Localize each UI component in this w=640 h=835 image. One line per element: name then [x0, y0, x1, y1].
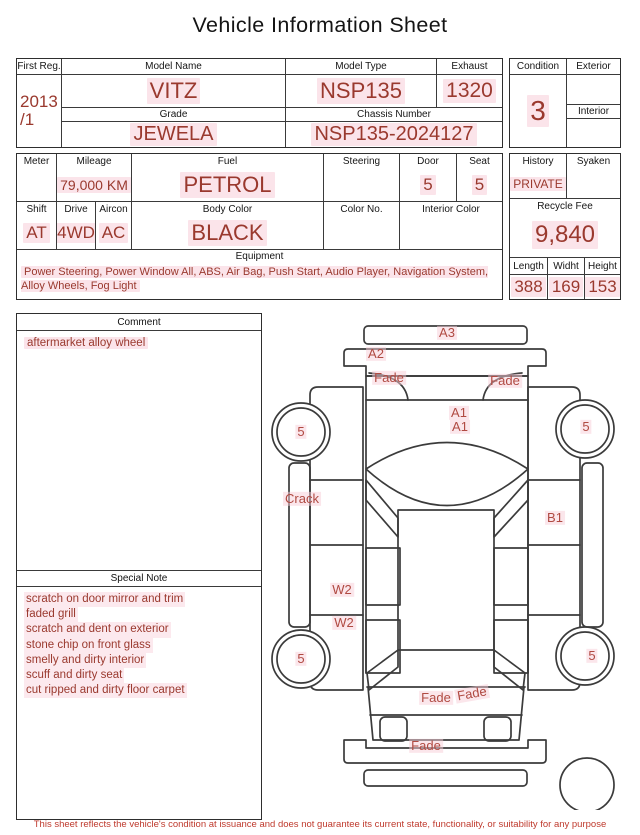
special-note-line: cut ripped and dirty floor carpet — [24, 683, 187, 698]
special-note-line: scratch and dent on exterior — [24, 622, 171, 637]
roof-panel — [398, 510, 494, 650]
vehicle-info-table — [16, 58, 503, 148]
door-label: Door — [399, 154, 456, 169]
damage-label: Fade — [374, 369, 404, 385]
special-note-line: stone chip on front glass — [24, 638, 153, 653]
condition-value: 3 — [510, 74, 566, 147]
special-note-line: faded grill — [24, 607, 78, 622]
a-pillar-right — [494, 480, 528, 537]
model-name-label: Model Name — [61, 59, 285, 74]
tail-light-left — [380, 717, 407, 741]
rear-bumper-lower-strip — [364, 770, 527, 786]
damage-label: A1 — [452, 418, 468, 434]
history-fee-box — [509, 153, 621, 300]
mileage-label: Mileage — [56, 154, 131, 169]
steering-label: Steering — [323, 154, 399, 169]
aircon-label: Aircon — [95, 202, 131, 216]
left-front-window — [366, 548, 400, 605]
recycle-fee-label: Recycle Fee — [510, 198, 620, 213]
special-note-list — [17, 587, 261, 819]
shift-value: AT — [17, 216, 56, 249]
fuel-value: PETROL — [131, 169, 323, 201]
syaken-value — [566, 169, 620, 198]
first-reg-label: First Reg. — [17, 61, 61, 72]
special-note-line: scuff and dirty seat — [24, 668, 124, 683]
windshield — [366, 443, 528, 506]
damage-label: Fade — [454, 684, 490, 704]
first-reg-month: /1 — [20, 110, 35, 129]
special-note-header: Special Note — [17, 570, 261, 587]
history-value-row — [510, 169, 620, 198]
disclaimer: This sheet reflects the vehicle's condition at issuance and does not guarantee its current state, functionality, or suitability for any purpose — [33, 819, 607, 830]
car-damage-diagram — [270, 310, 640, 810]
width-label: Widht — [547, 258, 584, 274]
height-label: Height — [584, 258, 620, 274]
fuel-label: Fuel — [131, 154, 323, 169]
damage-label: Fade — [421, 689, 451, 705]
damage-label: Crack — [285, 490, 319, 506]
model-name-value: VITZ — [61, 74, 285, 107]
meter-label: Meter — [23, 156, 50, 167]
tail-light-right — [484, 717, 511, 741]
chassis-number-value: NSP135-2024127 — [285, 121, 502, 147]
rear-bumper — [344, 737, 546, 763]
damage-label: 5 — [588, 647, 596, 663]
condition-box — [509, 58, 621, 148]
recycle-fee-value: 9,840 — [510, 213, 620, 257]
page-title: Vehicle Information Sheet — [192, 13, 448, 37]
right-rear-window — [494, 620, 528, 673]
first-reg-year: 2013 — [20, 91, 58, 111]
special-note-line: smelly and dirty interior — [24, 653, 146, 668]
syaken-label: Syaken — [566, 154, 620, 169]
model-type-label: Model Type — [285, 59, 436, 74]
damage-label: A3 — [439, 324, 455, 340]
grade-value: JEWELA — [61, 121, 285, 147]
damage-label: W2 — [332, 581, 352, 597]
comment-header: Comment — [17, 314, 261, 331]
damage-label: B1 — [547, 509, 563, 525]
chassis-number-label: Chassis Number — [285, 107, 502, 121]
drive-label: Drive — [56, 202, 95, 216]
right-sill-panel — [582, 463, 603, 627]
damage-label: Fade — [411, 737, 441, 753]
interior-color-label: Interior Color — [399, 202, 502, 216]
interior-color-value — [399, 216, 502, 249]
left-rear-window — [366, 620, 400, 673]
damage-label: 5 — [582, 418, 590, 434]
spec-header-row-1 — [17, 154, 502, 169]
comment-box — [16, 313, 262, 820]
history-label: History — [522, 156, 554, 167]
grade-label: Grade — [61, 107, 285, 121]
spare-tire — [560, 758, 614, 810]
spec-value-row-1 — [17, 169, 502, 201]
color-no-label: Color No. — [323, 202, 399, 216]
mileage-value: 79,000 KM — [56, 169, 131, 201]
spec-table — [16, 153, 503, 300]
damage-label: 5 — [297, 650, 305, 666]
equipment-value: Power Steering, Power Window All, ABS, Air Bag, Push Start, Audio Player, Navigation System, Alloy Wheels, Fog Light — [21, 266, 489, 293]
damage-label: A2 — [368, 345, 384, 361]
interior-value — [566, 118, 620, 147]
length-value: 388 — [510, 275, 547, 299]
spec-header-row-2 — [17, 201, 502, 216]
c-pillar-left — [367, 650, 398, 690]
body-color-value: BLACK — [131, 216, 323, 249]
length-label: Length — [513, 260, 544, 272]
door-value: 5 — [399, 169, 456, 201]
special-note-line: scratch on door mirror and trim — [24, 592, 185, 607]
exterior-value — [566, 74, 620, 104]
width-value: 169 — [547, 275, 584, 299]
exhaust-label: Exhaust — [436, 59, 502, 74]
history-value: PRIVATE — [510, 169, 566, 198]
dimensions-value-row — [510, 274, 620, 299]
seat-label: Seat — [456, 154, 502, 169]
c-pillar-right — [494, 650, 525, 690]
body-outline — [366, 372, 528, 673]
damage-label: W2 — [334, 614, 354, 630]
spec-value-row-2 — [17, 216, 502, 249]
dimensions-header-row — [510, 257, 620, 274]
meter-value — [17, 169, 56, 201]
damage-label: Fade — [490, 372, 520, 388]
seat-value: 5 — [456, 169, 502, 201]
model-type-value: NSP135 — [285, 74, 436, 107]
wheel-rear-right — [556, 627, 614, 685]
right-panel-dividers — [528, 480, 580, 615]
color-no-value — [323, 216, 399, 249]
car-diagram-svg — [270, 310, 640, 810]
steering-value — [323, 169, 399, 201]
damage-label: 5 — [297, 423, 305, 439]
first-reg-value — [17, 74, 61, 147]
exhaust-value: 1320 — [436, 74, 502, 107]
history-header-row — [510, 154, 620, 169]
height-value: 153 — [584, 275, 620, 299]
interior-label: Interior — [566, 104, 620, 118]
condition-label: Condition — [516, 61, 560, 72]
drive-value: 4WD — [56, 216, 95, 249]
shift-label: Shift — [26, 203, 47, 215]
equipment-label: Equipment — [17, 249, 502, 263]
right-front-window — [494, 548, 528, 605]
damage-label: A1 — [451, 404, 467, 420]
exterior-label: Exterior — [566, 59, 620, 74]
comment-text: aftermarket alloy wheel — [17, 331, 261, 570]
left-sill-panel — [289, 463, 310, 627]
aircon-value: AC — [95, 216, 131, 249]
body-color-label: Body Color — [131, 202, 323, 216]
